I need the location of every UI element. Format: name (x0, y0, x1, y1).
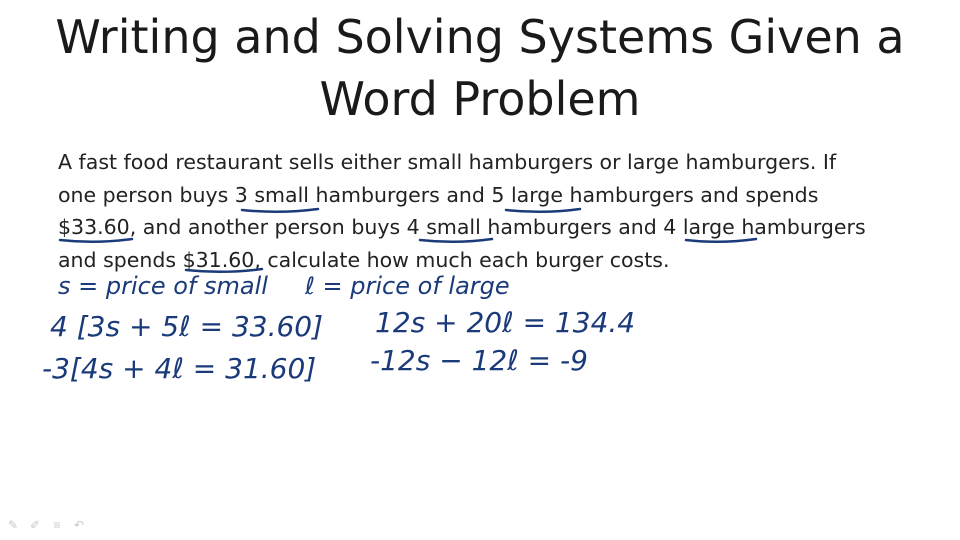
drawing-toolbar (6, 518, 86, 532)
underlined-4-large: 4 large (663, 215, 735, 239)
problem-line-2: one person buys 3 small hamburgers and 5 large hamburgers and spends (58, 182, 819, 207)
equation-1-multiplied: 4 [3s + 5ℓ = 33.60] (50, 310, 324, 343)
variable-s-definition: s = price of small (58, 272, 268, 300)
underlined-5-large: 5 large (491, 182, 563, 207)
underlined-4-small: 4 small (406, 215, 481, 239)
variable-l-definition: ℓ = price of large (305, 272, 510, 300)
pencil-icon[interactable]: ✐ (29, 518, 41, 532)
equation-2-result: -12s − 12ℓ = -9 (370, 344, 588, 377)
pen-icon[interactable]: ✎ (7, 518, 19, 532)
title-line-2: Word Problem (319, 72, 641, 126)
problem-line-1: A fast food restaurant sells either small hamburgers or large hamburgers. If (58, 150, 837, 174)
undo-icon[interactable]: ↶ (73, 518, 85, 532)
underlined-33-60: $33.60 (58, 215, 130, 239)
equation-2-multiplied: -3[4s + 4ℓ = 31.60] (42, 352, 317, 385)
underlined-3-small: 3 small (234, 182, 309, 207)
underlined-31-60: $31.60 (182, 247, 255, 272)
title-line-1: Writing and Solving Systems Given a (55, 10, 905, 64)
lines-icon[interactable]: ≡ (53, 518, 61, 532)
word-problem (58, 146, 918, 276)
problem-line-4: and spends $31.60, calculate how much each burger costs. (58, 247, 670, 272)
problem-line-3: $33.60, and another person buys 4 small hamburgers and 4 large hamburgers (58, 215, 866, 239)
equation-1-result: 12s + 20ℓ = 134.4 (375, 306, 636, 339)
